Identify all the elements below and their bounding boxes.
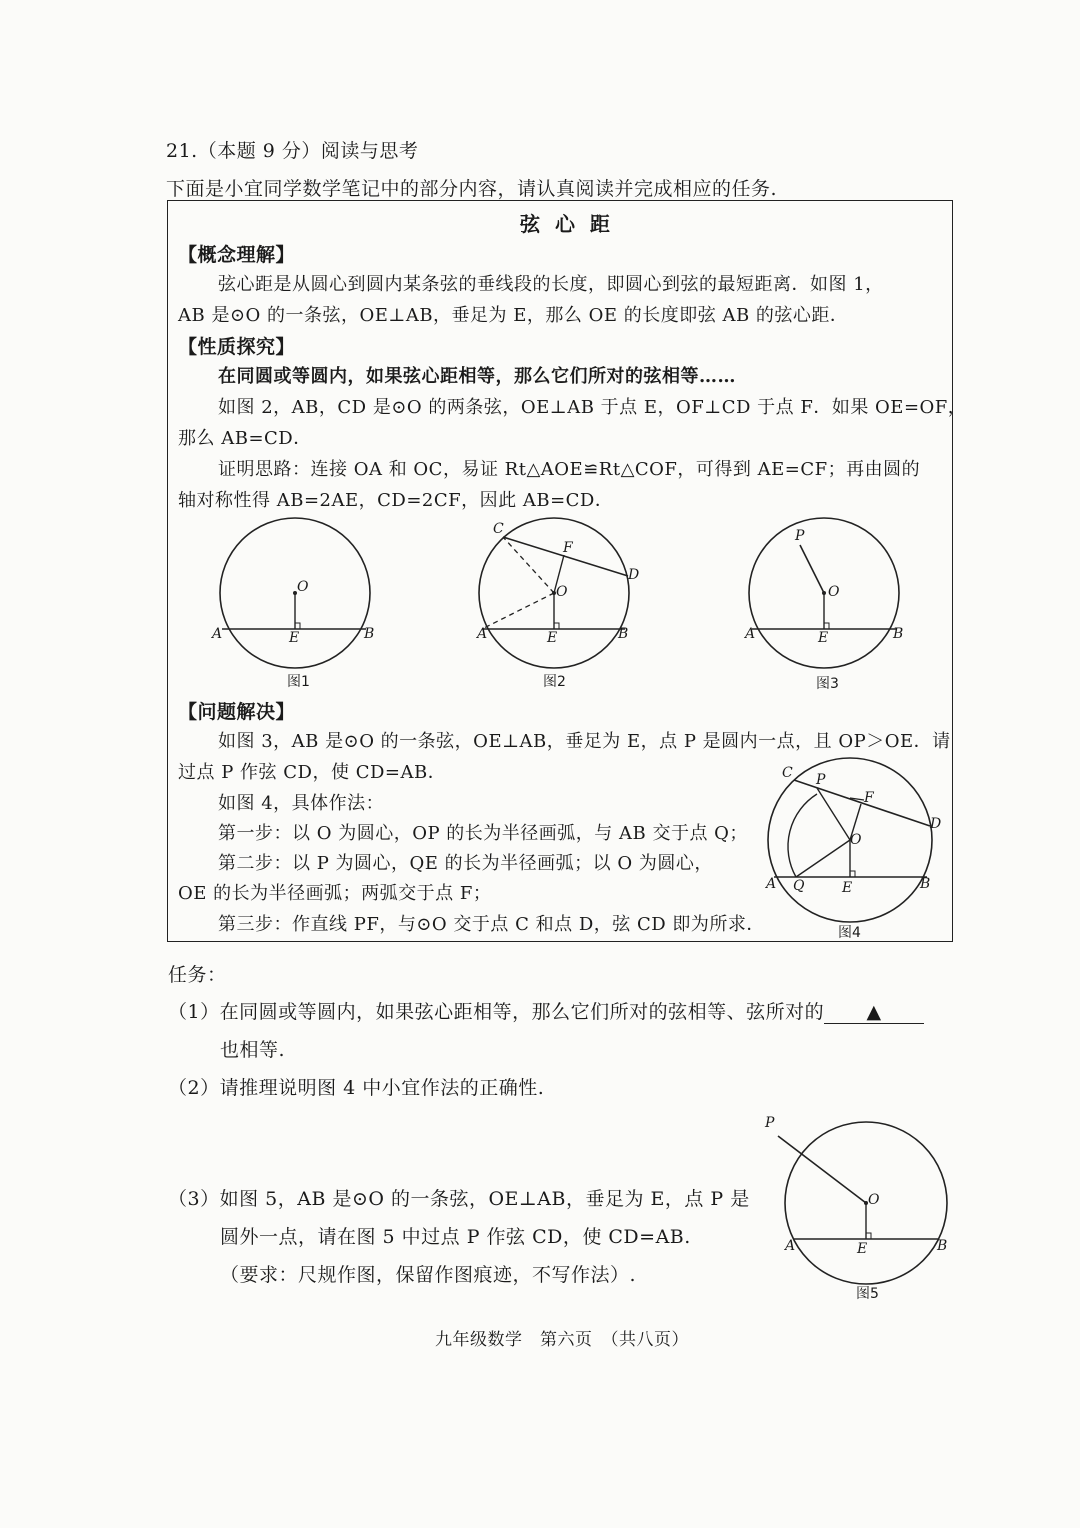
fig3-label-p: P bbox=[795, 528, 805, 544]
fig4-segment-oq bbox=[796, 840, 850, 877]
figure-4 bbox=[760, 760, 950, 940]
fig4-label-c: C bbox=[782, 765, 793, 781]
fig5-caption: 图5 bbox=[856, 1286, 879, 1302]
fig4-segment-op bbox=[817, 788, 850, 840]
figure-5 bbox=[760, 1110, 960, 1300]
fig2-caption: 图2 bbox=[543, 674, 566, 690]
fig2-label-c: C bbox=[493, 521, 504, 537]
task-2: （2）请推理说明图 4 中小宜作法的正确性. bbox=[168, 1077, 545, 1099]
fig3-label-b: B bbox=[893, 626, 904, 642]
fig4-right-angle-e bbox=[850, 871, 855, 877]
fig1-label-e: E bbox=[289, 630, 300, 646]
fig3-segment-op bbox=[800, 545, 824, 593]
fig3-label-a: A bbox=[745, 626, 756, 642]
fig1-label-b: B bbox=[364, 626, 375, 642]
concept-line-2: AB 是⊙O 的一条弦，OE⊥AB，垂足为 E，那么 OE 的长度即弦 AB 的弦心距． bbox=[178, 305, 849, 326]
page-footer: 九年级数学 第六页 （共八页） bbox=[435, 1330, 689, 1350]
concept-line-1: 弦心距是从圆心到圆内某条弦的垂线段的长度，即圆心到弦的最短距离．如图 1， bbox=[218, 274, 884, 295]
fig4-label-f: F bbox=[864, 790, 874, 806]
note-title: 弦 心 距 bbox=[520, 212, 614, 236]
task-3-line-2: 圆外一点，请在图 5 中过点 P 作弦 CD，使 CD=AB. bbox=[220, 1226, 691, 1248]
fig3-label-o: O bbox=[828, 584, 840, 600]
task-1-text: （1）在同圆或等圆内，如果弦心距相等，那么它们所对的弦相等、弦所对的 bbox=[168, 1001, 825, 1023]
fig2-label-f: F bbox=[563, 540, 573, 556]
fig5-label-p: P bbox=[765, 1115, 775, 1131]
fig3-label-e: E bbox=[818, 630, 829, 646]
task-3-line-1: （3）如图 5，AB 是⊙O 的一条弦，OE⊥AB，垂足为 E，点 P 是 bbox=[168, 1188, 750, 1210]
fig4-label-a: A bbox=[766, 876, 777, 892]
fig5-segment-op bbox=[778, 1136, 866, 1203]
fig2-label-d: D bbox=[628, 567, 640, 583]
fig5-right-angle-mark bbox=[866, 1233, 871, 1239]
fig4-chord-cd bbox=[794, 780, 930, 826]
method-line: 如图 4，具体作法： bbox=[218, 793, 385, 814]
property-heading: 【性质探究】 bbox=[178, 336, 296, 358]
fig2-right-angle-e bbox=[554, 623, 559, 629]
fig5-label-b: B bbox=[937, 1238, 948, 1254]
question-header: 21.（本题 9 分）阅读与思考 bbox=[166, 140, 419, 162]
task-1-continued: 也相等. bbox=[220, 1039, 286, 1061]
task-1-blank[interactable] bbox=[824, 1001, 924, 1024]
solve-line-2: 过点 P 作弦 CD，使 CD=AB． bbox=[178, 762, 447, 783]
fig3-right-angle-mark bbox=[824, 623, 829, 629]
concept-heading: 【概念理解】 bbox=[178, 244, 296, 266]
solve-line-1: 如图 3，AB 是⊙O 的一条弦，OE⊥AB，垂足为 E，点 P 是圆内一点，且 OP＞OE．请 bbox=[218, 731, 951, 752]
fig2-label-b: B bbox=[618, 626, 629, 642]
property-line-2: 那么 AB=CD． bbox=[178, 428, 312, 449]
fig1-label-o: O bbox=[297, 579, 309, 595]
task-3-line-3: （要求：尺规作图，保留作图痕迹，不写作法）. bbox=[220, 1264, 637, 1286]
fig3-caption: 图3 bbox=[816, 676, 839, 692]
fig2-label-e: E bbox=[547, 630, 558, 646]
step-1: 第一步：以 O 为圆心，OP 的长为半径画弧，与 AB 交于点 Q； bbox=[218, 823, 748, 844]
fig2-label-o: O bbox=[556, 584, 568, 600]
question-intro: 下面是小宜同学数学笔记中的部分内容，请认真阅读并完成相应的任务. bbox=[166, 178, 778, 200]
figure-3 bbox=[730, 515, 920, 695]
fig5-label-o: O bbox=[868, 1192, 880, 1208]
task-1 bbox=[168, 997, 924, 1024]
tasks-heading: 任务： bbox=[168, 964, 227, 986]
fig4-label-o: O bbox=[850, 832, 862, 848]
property-statement: 在同圆或等圆内，如果弦心距相等，那么它们所对的弦相等…… bbox=[218, 366, 736, 387]
fig2-dashed-oa bbox=[482, 593, 554, 629]
solve-heading: 【问题解决】 bbox=[178, 701, 296, 723]
triangle-icon: ▲ bbox=[866, 1001, 882, 1023]
fig4-label-b: B bbox=[920, 876, 931, 892]
fig1-right-angle-mark bbox=[295, 623, 300, 629]
step-2b: OE 的长为半径画弧；两弧交于点 F； bbox=[178, 883, 492, 904]
fig4-caption: 图4 bbox=[838, 925, 861, 941]
step-2a: 第二步：以 P 为圆心，QE 的长为半径画弧；以 O 为圆心， bbox=[218, 853, 713, 874]
fig5-label-a: A bbox=[785, 1238, 796, 1254]
fig4-label-e: E bbox=[842, 880, 853, 896]
fig1-caption: 图1 bbox=[287, 674, 310, 690]
proof-line-1: 证明思路：连接 OA 和 OC，易证 Rt△AOE≌Rt△COF，可得到 AE=CF；再由圆的 bbox=[218, 459, 921, 480]
fig1-label-a: A bbox=[212, 626, 223, 642]
step-3: 第三步：作直线 PF，与⊙O 交于点 C 和点 D，弦 CD 即为所求． bbox=[218, 914, 765, 935]
fig2-label-a: A bbox=[477, 626, 488, 642]
figure-1 bbox=[200, 515, 390, 695]
fig4-label-q: Q bbox=[793, 878, 805, 894]
fig4-label-d: D bbox=[930, 816, 942, 832]
fig3-center-dot bbox=[822, 591, 826, 595]
proof-line-2: 轴对称性得 AB=2AE，CD=2CF，因此 AB=CD． bbox=[178, 490, 614, 511]
fig4-label-p: P bbox=[816, 772, 826, 788]
fig5-label-e: E bbox=[857, 1241, 868, 1257]
fig4-arc-op bbox=[788, 794, 817, 877]
property-line-1: 如图 2，AB，CD 是⊙O 的两条弦，OE⊥AB 于点 E，OF⊥CD 于点 F．如果 OE=OF， bbox=[218, 397, 967, 418]
